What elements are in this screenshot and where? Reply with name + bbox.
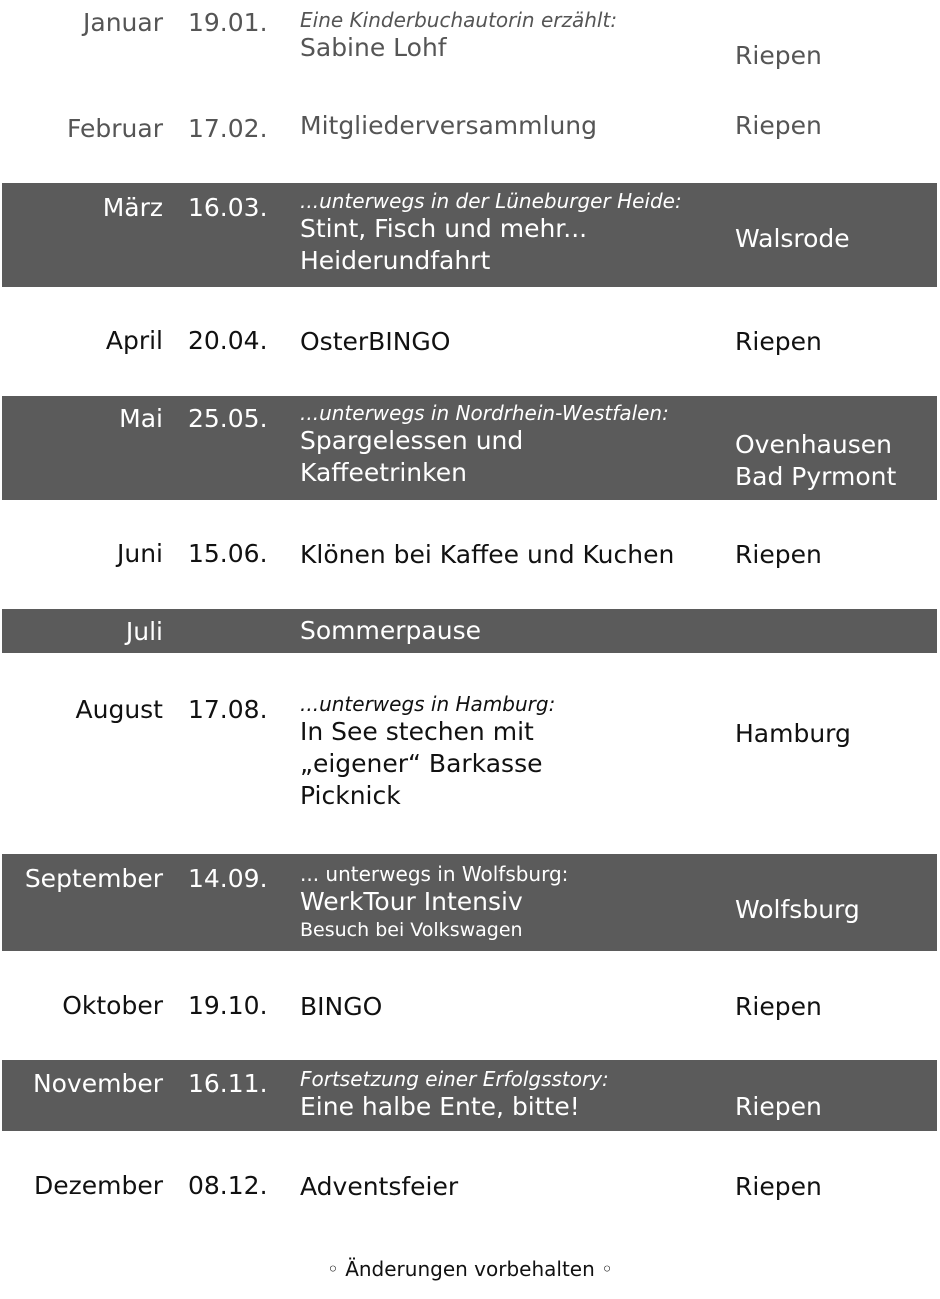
event-row-mai xyxy=(2,396,937,500)
event-date: 08.12. xyxy=(188,1171,268,1200)
event-month: Juni xyxy=(116,539,163,568)
event-month: Februar xyxy=(67,114,163,143)
event-date: 16.11. xyxy=(188,1069,268,1098)
event-details xyxy=(300,862,568,942)
event-title: Spargelessen und xyxy=(300,426,524,455)
event-row-dezember xyxy=(2,1157,937,1217)
event-note: Besuch bei Volkswagen xyxy=(300,919,523,941)
event-title-line2: „eigener“ Barkasse xyxy=(300,749,543,778)
footer-note: ◦ Änderungen vorbehalten ◦ xyxy=(327,1257,613,1281)
event-place: Riepen xyxy=(735,1172,822,1201)
event-place-line1: Ovenhausen xyxy=(735,430,892,459)
event-title: Klönen bei Kaffee und Kuchen xyxy=(300,540,675,569)
event-title-line2: Heiderundfahrt xyxy=(300,246,491,275)
event-row-januar xyxy=(2,0,937,80)
event-details xyxy=(300,326,450,358)
event-title: Adventsfeier xyxy=(300,1172,459,1201)
event-details xyxy=(300,692,555,812)
event-subtitle: ...unterwegs in Nordrhein-Westfalen: xyxy=(300,401,669,425)
event-row-august xyxy=(2,690,937,830)
event-place xyxy=(735,429,896,493)
event-month: Mai xyxy=(119,404,163,433)
event-date: 17.02. xyxy=(188,114,268,143)
event-month: Januar xyxy=(83,8,163,37)
event-date: 15.06. xyxy=(188,539,268,568)
event-row-september xyxy=(2,854,937,951)
event-month: September xyxy=(24,864,163,893)
event-details xyxy=(300,110,597,142)
event-details xyxy=(300,615,481,647)
event-row-april xyxy=(2,312,937,372)
event-month: November xyxy=(32,1069,163,1098)
event-row-oktober xyxy=(2,976,937,1036)
event-date: 14.09. xyxy=(188,864,268,893)
event-place: Riepen xyxy=(735,1092,822,1121)
event-date: 19.10. xyxy=(188,991,268,1020)
event-month: Dezember xyxy=(33,1171,163,1200)
event-row-juli xyxy=(2,609,937,653)
event-title: Stint, Fisch und mehr... xyxy=(300,214,588,243)
event-place: Riepen xyxy=(735,540,822,569)
event-subtitle: ...unterwegs in der Lüneburger Heide: xyxy=(300,189,682,213)
event-place: Riepen xyxy=(735,327,822,356)
event-details xyxy=(300,1171,458,1203)
event-place: Hamburg xyxy=(735,719,851,748)
event-place: Walsrode xyxy=(735,224,850,253)
event-place: Riepen xyxy=(735,111,822,140)
event-title-line2: Kaffeetrinken xyxy=(300,458,467,487)
event-title: In See stechen mit xyxy=(300,717,534,746)
event-row-november xyxy=(2,1060,937,1131)
event-subtitle: ...unterwegs in Hamburg: xyxy=(300,692,556,716)
event-month: März xyxy=(102,193,163,222)
event-row-maerz xyxy=(2,183,937,287)
event-place-line2: Bad Pyrmont xyxy=(735,462,897,491)
event-month: August xyxy=(75,695,163,724)
event-title: Mitgliederversammlung xyxy=(300,111,597,140)
event-details xyxy=(300,401,669,489)
event-subtitle: Fortsetzung einer Erfolgsstory: xyxy=(300,1067,609,1091)
event-date: 16.03. xyxy=(188,193,268,222)
event-place: Riepen xyxy=(735,992,822,1021)
event-details xyxy=(300,1067,609,1123)
event-details xyxy=(300,8,617,64)
event-details xyxy=(300,539,674,571)
event-date: 17.08. xyxy=(188,695,268,724)
event-subtitle: Eine Kinderbuchautorin erzählt: xyxy=(300,8,618,32)
event-date: 25.05. xyxy=(188,404,268,433)
event-details xyxy=(300,189,682,277)
event-title: Sommerpause xyxy=(300,616,481,645)
event-month: April xyxy=(105,326,163,355)
event-details xyxy=(300,991,382,1023)
event-subtitle: ... unterwegs in Wolfsburg: xyxy=(300,862,569,886)
event-title: OsterBINGO xyxy=(300,327,451,356)
event-title-line3: Picknick xyxy=(300,781,401,810)
event-title: Sabine Lohf xyxy=(300,33,447,62)
event-title: BINGO xyxy=(300,992,383,1021)
event-place: Wolfsburg xyxy=(735,895,860,924)
event-title: WerkTour Intensiv xyxy=(300,887,523,916)
event-month: Juli xyxy=(125,617,163,646)
event-row-juni xyxy=(2,525,937,585)
event-month: Oktober xyxy=(62,991,163,1020)
event-date: 19.01. xyxy=(188,8,268,37)
event-date: 20.04. xyxy=(188,326,268,355)
event-place: Riepen xyxy=(735,41,822,70)
event-row-februar xyxy=(2,100,937,160)
event-title: Eine halbe Ente, bitte! xyxy=(300,1092,580,1121)
